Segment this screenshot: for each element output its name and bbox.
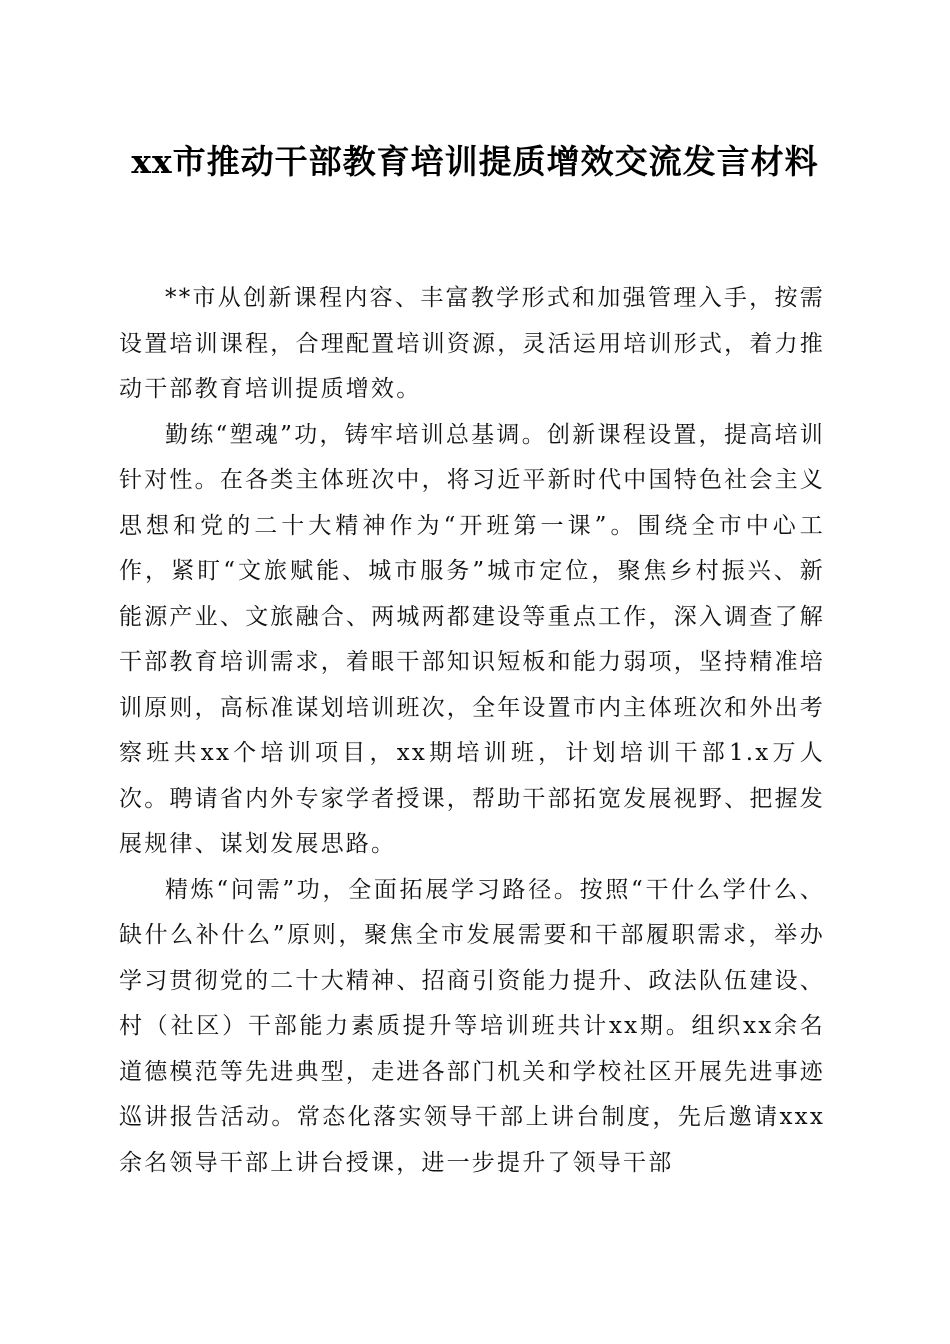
paragraph-soul-building: 勤练“塑魂”功，铸牢培训总基调。创新课程设置，提高培训针对性。在各类主体班次中，将习近平新时代中国特色社会主义思想和党的二十大精神作为“开班第一课”。围绕全市中心工作，紧盯“文旅赋能、城市服务”城市定位，聚焦乡村振兴、新能源产业、文旅融合、两城两都建设等重点工作，深入调查了解干部教育培训需求，着眼干部知识短板和能力弱项，坚持精准培训原则，高标准谋划培训班次，全年设置市内主体班次和外出考察班共xx个培训项目，xx期培训班，计划培训干部1.x万人次。聘请省内外专家学者授课，帮助干部拓宽发展视野、把握发展规律、谋划发展思路。 <box>119 421 825 857</box>
document-title: xx市推动干部教育培训提质增效交流发言材料 <box>131 142 819 181</box>
paragraph-intro: **市从创新课程内容、丰富教学形式和加强管理入手，按需设置培训课程，合理配置培训资源，灵活运用培训形式，着力推动干部教育培训提质增效。 <box>119 285 825 402</box>
paragraph-needs-assessment: 精炼“问需”功，全面拓展学习路径。按照“干什么学什么、缺什么补什么”原则，聚焦全市发展需要和干部履职需求，举办学习贯彻党的二十大精神、招商引资能力提升、政法队伍建设、村（社区）干部能力素质提升等培训班共计xx期。组织xx余名道德模范等先进典型，走进各部门机关和学校社区开展先进事迹巡讲报告活动。常态化落实领导干部上讲台制度，先后邀请xxx余名领导干部上讲台授课，进一步提升了领导干部 <box>119 876 825 1176</box>
document-body <box>119 276 825 1186</box>
